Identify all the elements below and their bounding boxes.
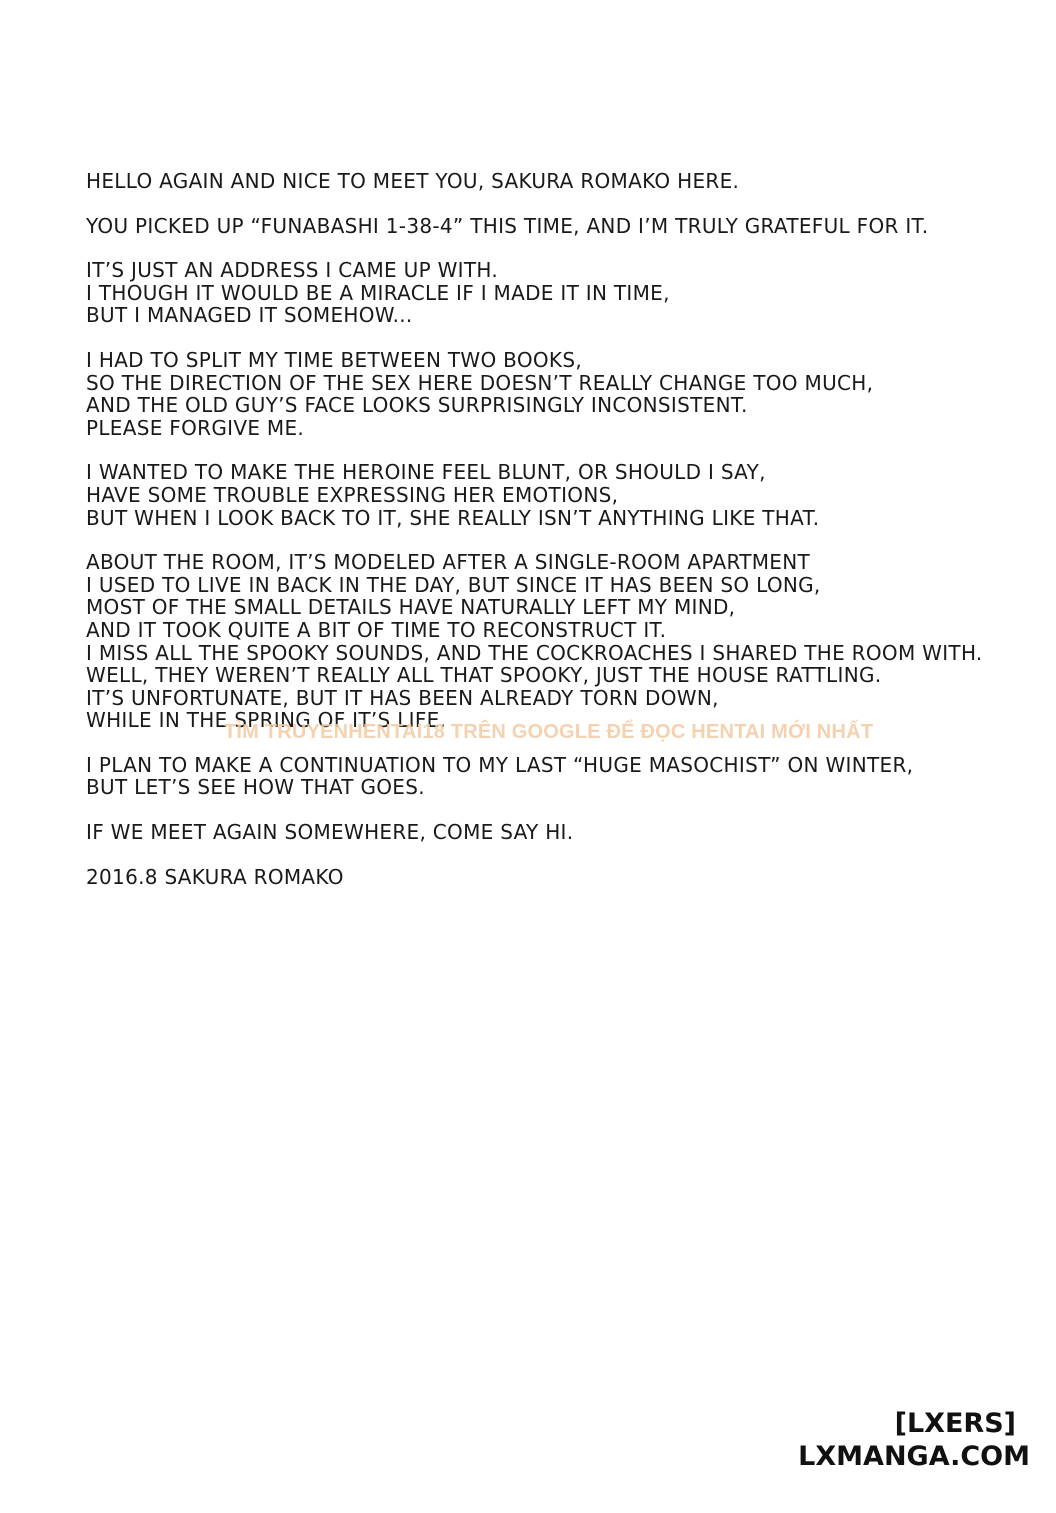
text-line: HELLO AGAIN AND NICE TO MEET YOU, SAKURA ROMAKO HERE. <box>86 169 740 193</box>
text-line: BUT I MANAGED IT SOMEHOW... <box>86 303 413 328</box>
text-line: I MISS ALL THE SPOOKY SOUNDS, AND THE COCKROACHES I SHARED THE ROOM WITH. <box>86 640 983 665</box>
watermark-text: TÌM TRUYENHENTAI18 TRÊN GOOGLE ĐỂ ĐỌC HENTAI MỚI NHẤT <box>224 721 874 743</box>
text-line: ABOUT THE ROOM, IT’S MODELED AFTER A SINGLE-ROOM APARTMENT <box>86 550 811 575</box>
paragraph-heroine <box>86 461 1026 529</box>
paragraph-farewell <box>86 821 1026 844</box>
paragraph-room <box>86 551 1026 732</box>
paragraph-two-books <box>86 349 1026 439</box>
text-line: WHILE IN THE SPRING OF IT’S LIFE. <box>86 708 447 733</box>
text-line: IF WE MEET AGAIN SOMEWHERE, COME SAY HI. <box>86 820 574 845</box>
text-line: I THOUGH IT WOULD BE A MIRACLE IF I MADE IT IN TIME, <box>86 280 670 305</box>
text-line: YOU PICKED UP “FUNABASHI 1-38-4” THIS TIME, AND I’M TRULY GRATEFUL FOR IT. <box>86 213 929 238</box>
text-line: I USED TO LIVE IN BACK IN THE DAY, BUT SINCE IT HAS BEEN SO LONG, <box>86 572 821 597</box>
text-line: WELL, THEY WEREN’T REALLY ALL THAT SPOOKY, JUST THE HOUSE RATTLING. <box>86 663 882 688</box>
text-line: I PLAN TO MAKE A CONTINUATION TO MY LAST “HUGE MASOCHIST” ON WINTER, <box>86 752 914 777</box>
site-logo <box>798 1407 1030 1473</box>
paragraph-greeting <box>86 170 1026 193</box>
text-line: BUT WHEN I LOOK BACK TO IT, SHE REALLY ISN’T ANYTHING LIKE THAT. <box>86 505 820 530</box>
text-line: I WANTED TO MAKE THE HEROINE FEEL BLUNT, OR SHOULD I SAY, <box>86 460 766 485</box>
text-line: I HAD TO SPLIT MY TIME BETWEEN TWO BOOKS, <box>86 347 582 372</box>
text-line: IT’S JUST AN ADDRESS I CAME UP WITH. <box>86 258 499 283</box>
text-line: SO THE DIRECTION OF THE SEX HERE DOESN’T REALLY CHANGE TOO MUCH, <box>86 370 874 395</box>
logo-line-group: [LXERS] <box>894 1408 1016 1439</box>
text-line: PLEASE FORGIVE ME. <box>86 415 305 440</box>
paragraph-continuation <box>86 754 1026 799</box>
text-line: BUT LET’S SEE HOW THAT GOES. <box>86 775 425 800</box>
paragraph-address <box>86 259 1026 327</box>
text-line: IT’S UNFORTUNATE, BUT IT HAS BEEN ALREADY TORN DOWN, <box>86 685 719 710</box>
text-line: AND THE OLD GUY’S FACE LOOKS SURPRISINGLY INCONSISTENT. <box>86 393 748 418</box>
logo-line-site: LXMANGA.COM <box>798 1441 1030 1472</box>
text-line: MOST OF THE SMALL DETAILS HAVE NATURALLY LEFT MY MIND, <box>86 595 736 620</box>
signature-line: 2016.8 SAKURA ROMAKO <box>86 864 344 889</box>
paragraph-signature <box>86 866 1026 889</box>
afterword-text <box>86 170 1026 910</box>
text-line: AND IT TOOK QUITE A BIT OF TIME TO RECONSTRUCT IT. <box>86 617 667 642</box>
text-line: HAVE SOME TROUBLE EXPRESSING HER EMOTIONS, <box>86 482 619 507</box>
paragraph-thanks <box>86 215 1026 238</box>
